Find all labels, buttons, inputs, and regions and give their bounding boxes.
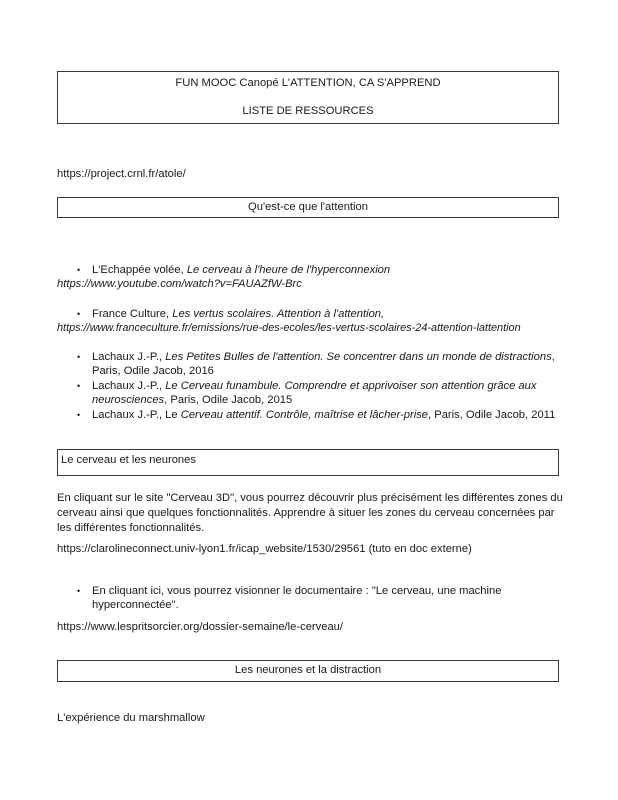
- resource-author: France Culture,: [92, 308, 173, 320]
- section-heading-box: [57, 449, 559, 476]
- section-heading-box: [57, 660, 559, 682]
- paragraph-line: cerveau ainsi que quelques fonctionnalités. Apprendre à situer les zones du cerveau concernées par: [57, 507, 555, 519]
- book-title: Cerveau attentif. Contrôle, maîtrise et lâcher-prise: [180, 409, 429, 421]
- document-subtitle: LISTE DE RESSOURCES: [242, 105, 374, 117]
- section-heading: Les neurones et la distraction: [234, 664, 382, 676]
- title-box: [57, 71, 559, 124]
- section-text: L'expérience du marshmallow: [57, 712, 205, 724]
- section-heading: Le cerveau et les neurones: [61, 454, 196, 466]
- section-heading: Qu'est-ce que l'attention: [248, 201, 368, 213]
- resource-url[interactable]: https://www.franceculture.fr/emissions/rue-des-ecoles/les-vertus-scolaires-24-attention-lattention: [57, 322, 521, 334]
- paragraph-line: En cliquant sur le site "Cerveau 3D", vous pourrez découvrir plus précisément les différentes zones du: [57, 492, 563, 504]
- book-author: Lachaux J.-P., Le: [92, 409, 181, 421]
- resource-title: Le cerveau à l'heure de l'hyperconnexion: [186, 264, 391, 276]
- resource-url[interactable]: https://www.youtube.com/watch?v=FAUAZfW-Brc: [57, 278, 302, 290]
- section-link[interactable]: https://www.lespritsorcier.org/dossier-semaine/le-cerveau/: [57, 621, 344, 633]
- book-punct: ,: [551, 351, 555, 363]
- bullet-icon: •: [77, 381, 81, 391]
- book-title: neurosciences: [92, 394, 165, 406]
- book-publisher: , Paris, Odile Jacob, 2015: [164, 394, 293, 406]
- book-author: Lachaux J.-P.,: [92, 351, 166, 363]
- book-publisher: Paris, Odile Jacob, 2016: [92, 365, 214, 377]
- book-publisher: , Paris, Odile Jacob, 2011: [428, 409, 556, 421]
- resource-item: [92, 307, 384, 321]
- section-link[interactable]: https://clarolineconnect.univ-lyon1.fr/icap_website/1530/29561 (tuto en doc externe): [57, 543, 472, 555]
- resource-item: [92, 263, 390, 277]
- bullet-icon: •: [77, 265, 81, 275]
- document-title: FUN MOOC Canopé L'ATTENTION, CA S'APPREND: [175, 77, 441, 89]
- bullet-icon: •: [77, 410, 81, 420]
- resource-title: Les vertus scolaires. Attention à l'attention,: [172, 308, 385, 320]
- bullet-icon: •: [77, 586, 81, 596]
- bullet-icon: •: [77, 309, 81, 319]
- book-item: [92, 350, 555, 364]
- resource-author: L'Echappée volée,: [92, 264, 187, 276]
- book-item-line2: [92, 393, 292, 407]
- book-title: Les Petites Bulles de l'attention. Se concentrer dans un monde de distractions: [165, 351, 552, 363]
- bullet-icon: •: [77, 352, 81, 362]
- book-item: [92, 379, 536, 393]
- bullet-text: hyperconnectée".: [92, 599, 179, 611]
- bullet-text[interactable]: En cliquant ici, vous pourrez visionner le documentaire : "Le cerveau, une machine: [92, 585, 502, 597]
- book-author: Lachaux J.-P.,: [92, 380, 166, 392]
- book-title: Le Cerveau funambule. Comprendre et apprivoiser son attention grâce aux: [165, 380, 537, 392]
- paragraph-line: les différentes fonctionnalités.: [57, 522, 205, 534]
- book-item: [92, 408, 555, 422]
- intro-link[interactable]: https://project.crnl.fr/atole/: [57, 168, 186, 180]
- section-heading-box: [57, 197, 559, 218]
